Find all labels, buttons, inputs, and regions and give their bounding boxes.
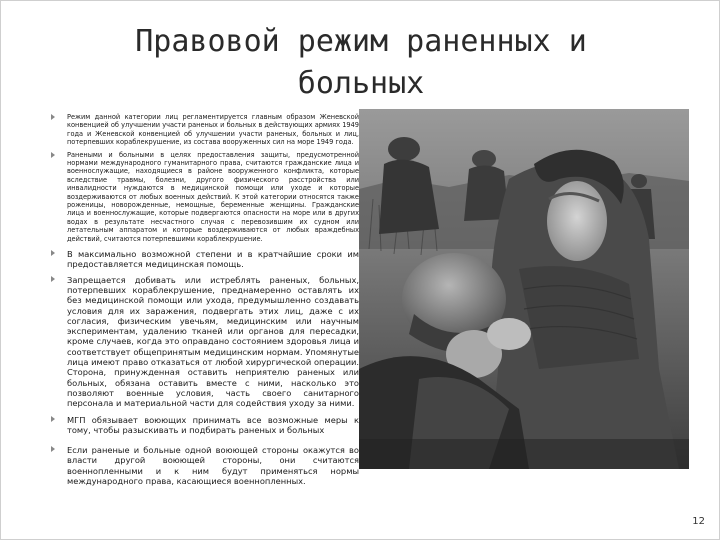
title-line-1: Правовой режим раненных и xyxy=(135,24,587,59)
bullet-arrow-icon xyxy=(51,276,55,282)
slide-title xyxy=(41,21,681,105)
bullet-list xyxy=(47,113,359,486)
bullet-text: Режим данной категории лиц регламентируется главным образом Женевской конвенцией об улучшении участи раненых и больных в действующих армиях 1949 года и Женевской конвенцией об улучшении участи раненых, больных и лиц, потерпевших кораблекрушение, из состава вооруженных сил на море 1949 года. xyxy=(67,113,359,147)
wartime-photo xyxy=(359,109,689,469)
bullet-text: Если раненые и больные одной воюющей стороны окажутся во власти другой воюющей стороны, они считаются военнопленными и к ним будут применяться нормы международного права, касающиеся военнопленных. xyxy=(67,445,359,487)
page-number: 12 xyxy=(692,516,705,527)
bullet-arrow-icon xyxy=(51,250,55,256)
photo-image xyxy=(359,109,689,469)
bullet-arrow-icon xyxy=(51,114,55,120)
bullet-item xyxy=(47,445,359,486)
bullet-text: Запрещается добивать или истреблять раненых, больных, потерпевших кораблекрушение, преднамеренно оставлять их без медицинской помощи или ухода, предумышленно создавать условия для их заражения, подвергать этих лиц, даже с их согласия, физическим увечьям, медицинским или научным экспериментам, удалению тканей или органов для пересадки, кроме случаев, когда это оправдано состоянием здоровья лица и соответствует общепринятым медицинским нормам. Упомянутые лица имеют право отказаться от любой хирургической операции. Сторона, принужденная оставить неприятелю раненых или больных, обязана оставить вместе с ними, насколько это позволяют военные условия, часть своего санитарного персонала и материальной части для содействия уходу за ними. xyxy=(67,274,359,409)
title-line-2: больных xyxy=(297,66,425,101)
bullet-item xyxy=(47,151,359,243)
bullet-arrow-icon xyxy=(51,446,55,452)
bullet-arrow-icon xyxy=(51,416,55,422)
bullet-text: В максимально возможной степени и в кратчайшие сроки им предоставляется медицинская помощь. xyxy=(67,249,359,270)
bullet-item xyxy=(47,249,359,270)
bullet-text: Ранеными и больными в целях предоставления защиты, предусмотренной нормами международного гуманитарного права, считаются гражданские лица и военнослужащие, находящиеся в районе вооруженного конфликта, которые вследствие травмы, болезни, другого физического расстройства или инвалидности нуждаются в медицинской помощи или уходе и которые воздерживаются от любых военных действий. К этой категории относятся также роженицы, новорожденные, немощные, беременные женщины. Гражданские лица и военнослужащие, которые подвергаются опасности на море или в других водах в результате несчастного случая с перевозившим их судном или летательным аппаратом и которые воздерживаются от любых враждебных действий, считаются потерпевшими кораблекрушение. xyxy=(67,150,359,243)
bullet-item xyxy=(47,113,359,147)
bullet-item xyxy=(47,415,359,436)
bullet-item xyxy=(47,275,359,409)
bullet-text: МГП обязывает воюющих принимать все возможные меры к тому, чтобы разыскивать и подбирать раненых и больных xyxy=(67,414,359,435)
bullet-arrow-icon xyxy=(51,152,55,158)
